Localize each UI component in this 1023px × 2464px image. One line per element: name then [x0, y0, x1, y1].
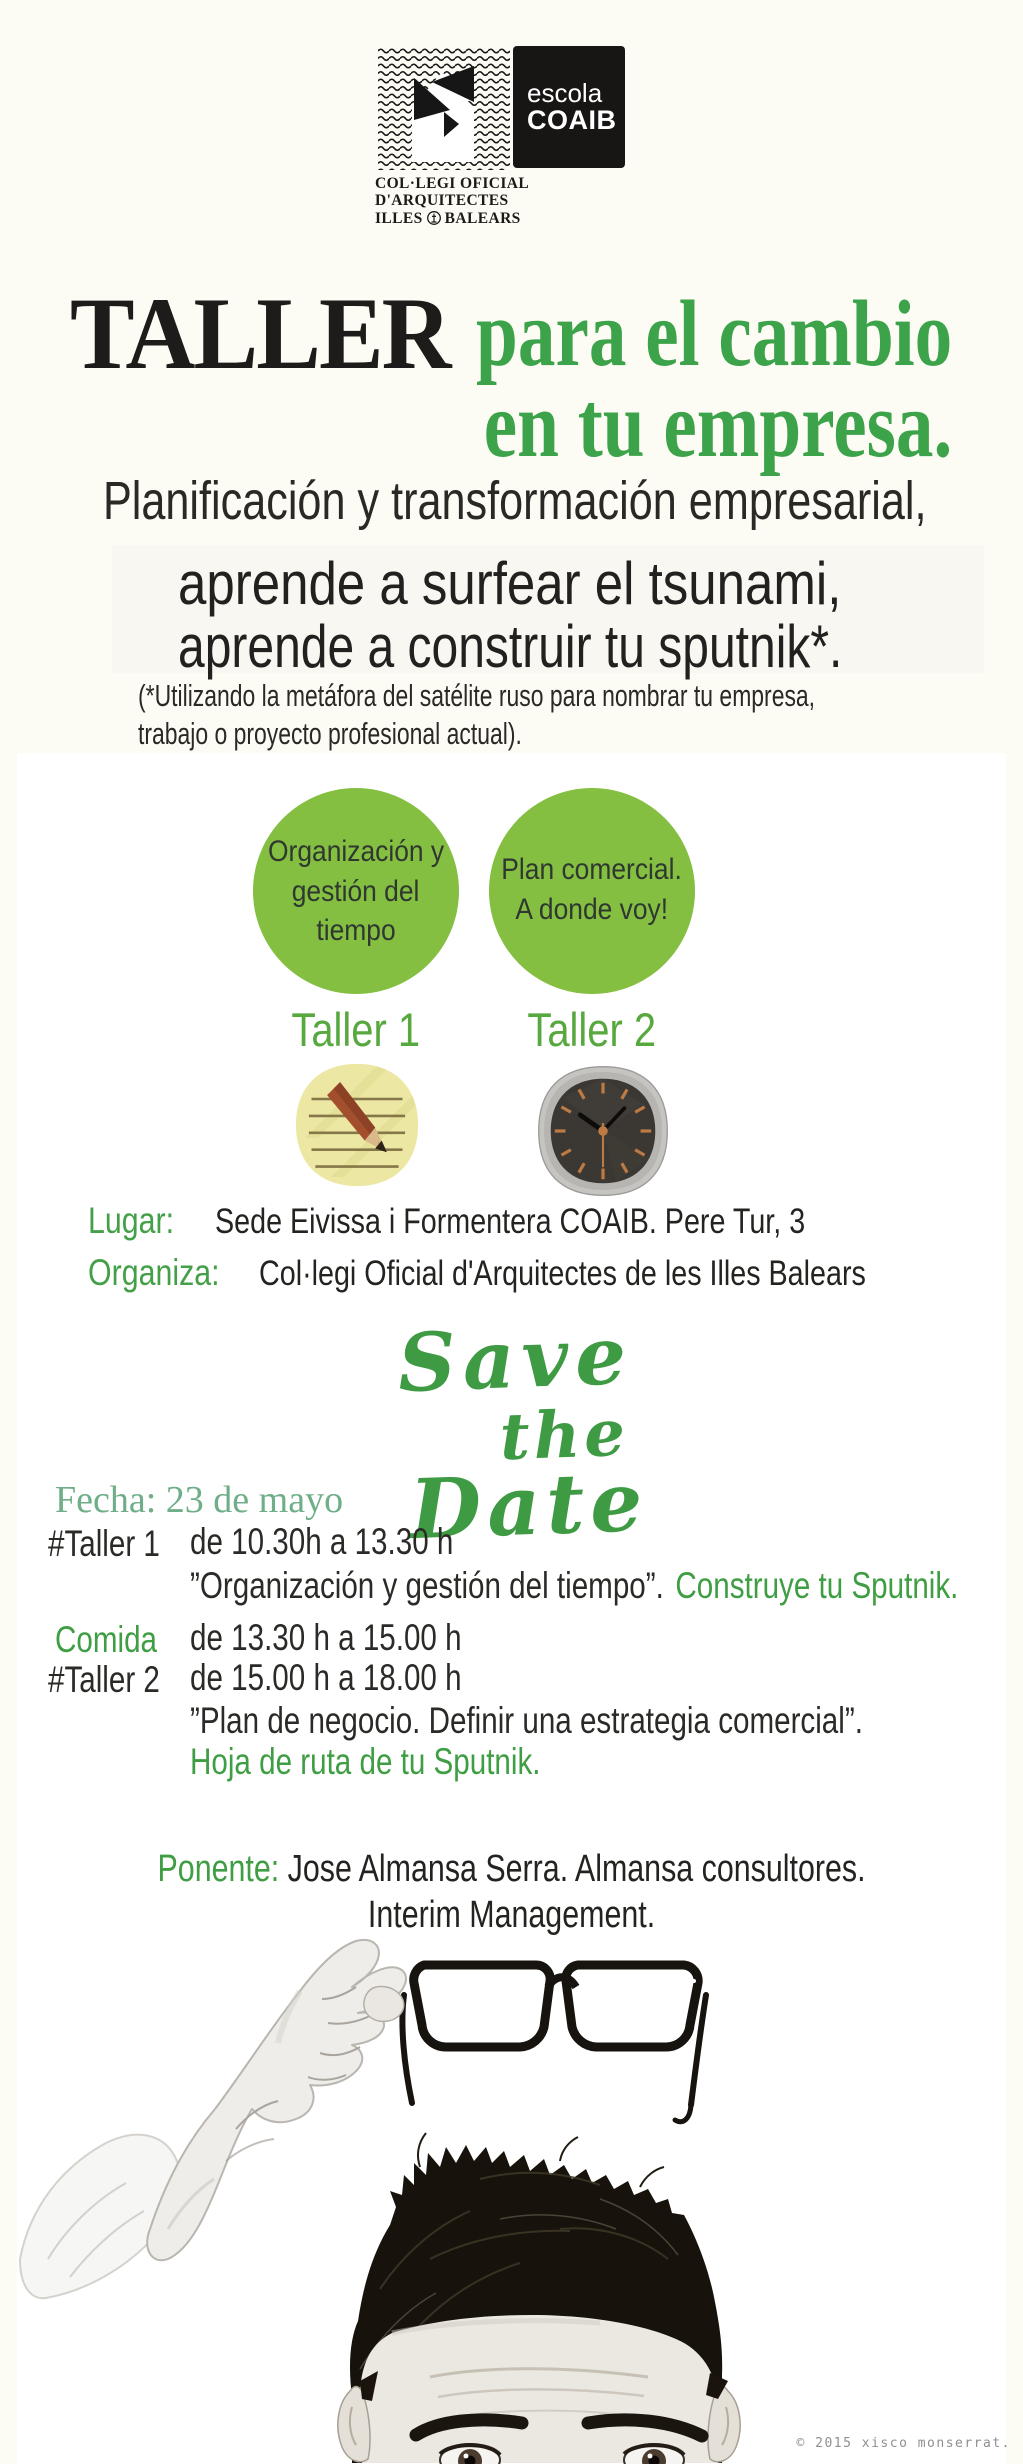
coaib-logo-icon: [378, 46, 510, 170]
intro-note1-wrap: [138, 678, 1023, 714]
taller2-row-label: [48, 1659, 188, 1701]
intro-line3-wrap: [178, 612, 1008, 681]
fecha-line: Fecha: 23 de mayo: [55, 1479, 344, 1521]
circle1-line1: Organización y: [267, 835, 445, 868]
taller1-desc: ”Organización y gestión del tiempo”.: [190, 1565, 664, 1606]
logo-caption: [375, 175, 535, 227]
logo-caption-line3: [375, 210, 535, 227]
workshop-circle-1: [253, 788, 459, 994]
lugar-row: [88, 1200, 935, 1242]
taller1-row-label: [48, 1523, 188, 1565]
taller2-hash-label: #Taller 2: [48, 1659, 160, 1700]
logo-caption-line1: COL·LEGI OFICIAL: [375, 175, 530, 192]
organiza-row: [88, 1252, 999, 1294]
logo-caption-illes: ILLES: [375, 209, 423, 227]
circle1-line3: tiempo: [316, 914, 396, 948]
thumb-tip: [364, 1987, 404, 2022]
taller1-hash-label: #Taller 1: [48, 1523, 160, 1564]
lugar-label: Lugar:: [88, 1200, 175, 1241]
ponente-line1-wrap: [0, 1848, 1023, 1891]
escola-label: escola: [527, 77, 603, 108]
taller1-desc-green: Construye tu Sputnik.: [675, 1565, 959, 1606]
circle2-line2: A donde voy!: [515, 892, 669, 926]
taller2-time: de 15.00 h a 18.00 h: [190, 1657, 462, 1698]
photo-credit: © 2015 xisco monserrat.: [796, 2436, 1011, 2451]
taller1-label-wrap: [253, 1002, 459, 1057]
comida-row-label: [55, 1619, 183, 1661]
balears-emblem-icon: [426, 210, 442, 226]
ponente-role: Interim Management.: [367, 1894, 656, 1936]
taller2-desc-green-row: [190, 1741, 628, 1783]
intro-line1-wrap: [0, 470, 1023, 532]
save-the-date-word3: Date: [408, 1453, 650, 1559]
save-the-date-word1: Save: [396, 1307, 635, 1411]
circle1-line2: gestión del: [292, 874, 420, 908]
speaker-photo: [0, 1929, 1023, 2464]
intro-line2: aprende a surfear el tsunami,: [178, 550, 842, 617]
intro-note1: (*Utilizando la metáfora del satélite ruso para nombrar tu empresa,: [138, 678, 816, 713]
intro-line2-wrap: [178, 549, 958, 618]
comida-time: de 13.30 h a 15.00 h: [190, 1617, 462, 1658]
left-eye: [440, 2444, 500, 2464]
logo-caption-balears: BALEARS: [444, 209, 521, 227]
taller1-row-time: [190, 1521, 519, 1563]
page-title-taller: TALLER: [70, 277, 450, 391]
right-eye: [624, 2444, 684, 2464]
taller2-desc: ”Plan de negocio. Definir una estrategia comercial”.: [190, 1700, 863, 1741]
intro-line1: Planificación y transformación empresarial,: [102, 471, 927, 531]
save-the-date-word2: the: [498, 1395, 631, 1476]
intro-line3: aprende a construir tu sputnik*.: [178, 613, 843, 680]
taller1-time: de 10.30h a 13.30 h: [190, 1521, 454, 1562]
title-green-line1: para el cambio: [475, 282, 952, 386]
taller1-desc-row: [190, 1565, 1023, 1607]
organiza-label: Organiza:: [88, 1252, 220, 1293]
taller2-desc-green: Hoja de ruta de tu Sputnik.: [190, 1741, 541, 1782]
ponente-name: Jose Almansa Serra. Almansa consultores.: [287, 1848, 866, 1890]
title-green-wrap: [357, 282, 952, 478]
escola-coaib-badge: [513, 46, 625, 168]
taller2-row-time: [190, 1657, 529, 1699]
organiza-value: Col·legi Oficial d'Arquitectes de les Illes Balears: [258, 1254, 866, 1293]
notepad-icon: [292, 1060, 422, 1195]
intro-note2: trabajo o proyecto profesional actual).: [138, 716, 522, 751]
hand-illustration: [147, 1940, 406, 2260]
title-green-line2: en tu empresa.: [483, 373, 952, 478]
circle2-line1: Plan comercial.: [501, 853, 683, 886]
logo-caption-line2: D'ARQUITECTES: [375, 192, 509, 210]
glasses-illustration: [402, 1965, 706, 2122]
intro-note2-wrap: [138, 716, 657, 752]
taller2-label: Taller 2: [527, 1003, 657, 1056]
taller2-desc-row: [190, 1700, 1023, 1742]
comida-row-time: [190, 1617, 529, 1659]
taller2-label-wrap: [489, 1002, 695, 1057]
workshop-circle-2: [489, 788, 695, 994]
comida-label: Comida: [55, 1619, 157, 1660]
lugar-value: Sede Eivissa i Formentera COAIB. Pere Tur, 3: [215, 1202, 806, 1241]
ponente-label: Ponente:: [157, 1848, 280, 1890]
coaib-label: COAIB: [527, 105, 617, 136]
head-illustration: [338, 2133, 740, 2464]
taller1-label: Taller 1: [291, 1003, 421, 1056]
clock-icon: [536, 1064, 670, 1203]
